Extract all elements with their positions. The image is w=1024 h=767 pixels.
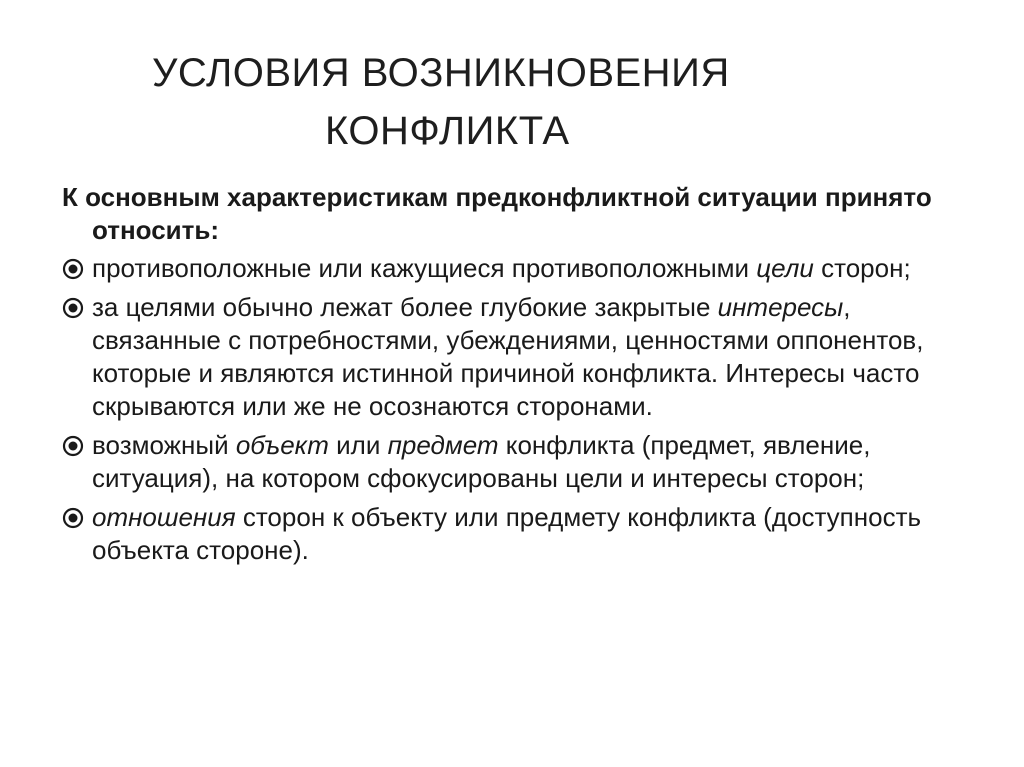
circled-dot-icon: [62, 435, 84, 457]
item-text: противоположные или кажущиеся противоположными: [92, 253, 757, 283]
item-emphasis: отношения: [92, 502, 236, 532]
item-text: сторон;: [813, 253, 911, 283]
circled-dot-icon: [62, 507, 84, 529]
item-emphasis: интересы: [717, 292, 844, 322]
item-text: или: [328, 430, 388, 460]
item-text: конфликта (предмет, явление, ситуация), на котором сфокусированы цели и интересы сторон;: [92, 430, 871, 493]
list-item: [62, 429, 962, 495]
item-emphasis: цели: [756, 253, 814, 283]
title-line-1: УСЛОВИЯ ВОЗНИКНОВЕНИЯ: [152, 51, 730, 95]
circled-dot-icon: [62, 258, 84, 280]
slide-title: [0, 44, 1024, 160]
bullet-list: [62, 252, 962, 567]
list-item: [62, 291, 962, 423]
item-emphasis: объект: [235, 430, 329, 460]
title-line-2: КОНФЛИКТА: [325, 109, 570, 153]
list-item: [62, 501, 962, 567]
item-text: за целями обычно лежат более глубокие закрытые: [92, 292, 718, 322]
item-emphasis: предмет: [387, 430, 499, 460]
item-text: , связанные с потребностями, убеждениями, ценностями оппонентов, которые и являются истинной причиной конфликта. Интересы часто скрываются или же не осознаются сторонами.: [92, 292, 924, 421]
slide-content: [62, 181, 962, 573]
item-text: сторон к объекту или предмету конфликта (доступность объекта стороне).: [92, 502, 922, 565]
circled-dot-icon: [62, 297, 84, 319]
item-text: возможный: [92, 430, 236, 460]
lead-text: К основным характеристикам предконфликтной ситуации принято относить:: [62, 182, 932, 245]
list-item: [62, 252, 962, 285]
